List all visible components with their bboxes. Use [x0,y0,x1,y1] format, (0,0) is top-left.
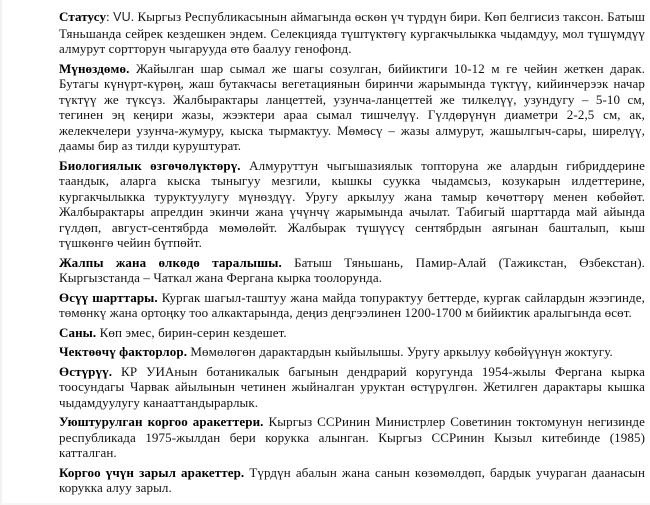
section-protection-measures-heading: Уюштурулган коргоо аракеттери. [59,414,264,429]
section-biology [59,158,645,251]
section-status-heading: Статусу [59,9,107,24]
document-body [2,0,650,496]
section-status-text: . Кыргыз Республикасынын аймагында өскөн үч түрдүн бири. Көп белгисиз таксон. Батыш Тяньшанда сейрек кездешкен эндем. Селекцияда түштүктөгү кургакчылыкка чыдамдуу, мол түшүмдүү алмурут сортторун чыгарууда өтө баалуу генофонд. [59,9,645,56]
section-needed-actions-heading: Коргоо үчүн зарыл аракеттер. [59,464,245,480]
section-cultivation-text: КР УИАнын ботаникалык багынын дендрарий коругунда 1954-жылы Фергана кырка тоосундагы Чарвак айылынын четинен жыйналган уруктан өстүрүлгөн. Жетилген дарактары кышка чыдамдуулугу канааттандырарлык. [59,363,645,410]
section-habitat-text: Кургак шагыл-таштуу жана майда топурактуу беттерде, кургак сайлардын жээгинде, төмөнкү жана ортоңку тоо алкактарында, деңиз деңгээлинен 1200-1700 м бийиктик аралыгында өсөт. [59,289,645,320]
section-description-heading: Мүнөздөмө. [59,60,130,76]
section-status [59,9,645,57]
section-biology-text: Алмуруттун чыгышазиялык топторуна же алардын гибриддерине таандык, аларга кыска тыныгуу мезгили, кышкы суукка чыдамсыз, козукарын илдеттерине, кургакчылыкка туруктуулугу мүнөздүү. Уругу аркылуу жана тамыр көчөттөрү менен көбөйөт. Жалбырактары апрелдин экинчи жана үчүнчү жарымында ачылат. Табигый шарттарда май айында гүлдөп, август-сентябрда мөмөлөйт. Жалбырак түшүүсү сентябрдын аягынан башталып, кыш түшкөнгө чейин бүтпөйт. [59,157,646,250]
section-habitat-heading: Өсүү шарттары. [59,289,158,305]
section-population-heading: Саны. [59,324,97,340]
section-protection-measures [59,414,645,461]
section-habitat [59,290,645,321]
section-status-colon: : [106,9,114,24]
section-distribution-text: Батыш Тяньшань, Памир-Алай (Тажикстан, Өзбекстан). Кыргызстанда – Чаткал жана Фергана кырка тоолорунда. [59,254,645,285]
section-population-text: Көп эмес, бирин-серин кездешет. [96,324,287,340]
section-needed-actions [59,465,645,496]
section-protection-measures-text: Кыргыз ССРинин Министрлер Советинин токтомунун негизинде республикада 1975-жылдан бери корукка алынган. Кыргыз ССРинин Кызыл китебинде (1985) катталган. [59,414,645,460]
section-cultivation [59,364,645,411]
section-description [59,61,645,154]
section-needed-actions-text: Түрдүн абалын жана санын көзөмөлдөп, бардык учураган даанасын корукка алуу зарыл. [59,464,646,495]
section-cultivation-heading: Өстүрүү. [59,363,113,379]
section-biology-heading: Биологиялык өзгөчөлүктөрү. [59,157,241,173]
status-code: VU [113,10,131,24]
section-distribution-heading: Жалпы жана өлкөдө таралышы. [59,254,282,270]
section-limiting-factors [59,344,645,360]
section-population [59,325,645,341]
section-distribution [59,255,645,286]
section-description-text: Жайылган шар сымал же шагы созулган, бийиктиги 10-12 м ге чейин жеткен дарак. Бутагы күнүрт-күрөң, жаш бутакчасы вегетациянын биринчи жарымында түктүү, кийинчерээк начар түктүү же түксүз. Жалбырактары ланцеттей, узунча-ланцеттей же тилкелүү, узундугу – 5-10 см, тегинен эң кеңири жазы, жээктери араа сымал тишчелүү. Гүлдөрүнүн диаметри 2-2,5 см, ак, желекчелери узунча-жумуру, кыска тырмактуу. Мөмөсү – жазы алмурут, жашылгыч-сары, ширелүү, даамы бир аз тилди куруштурат. [59,60,645,153]
section-limiting-factors-heading: Чектөөчү факторлор. [59,344,188,359]
section-limiting-factors-text: Мөмөлөгөн дарактардын кыйылышы. Уругу аркылуу көбөйүүнүн жоктугу. [187,344,613,359]
